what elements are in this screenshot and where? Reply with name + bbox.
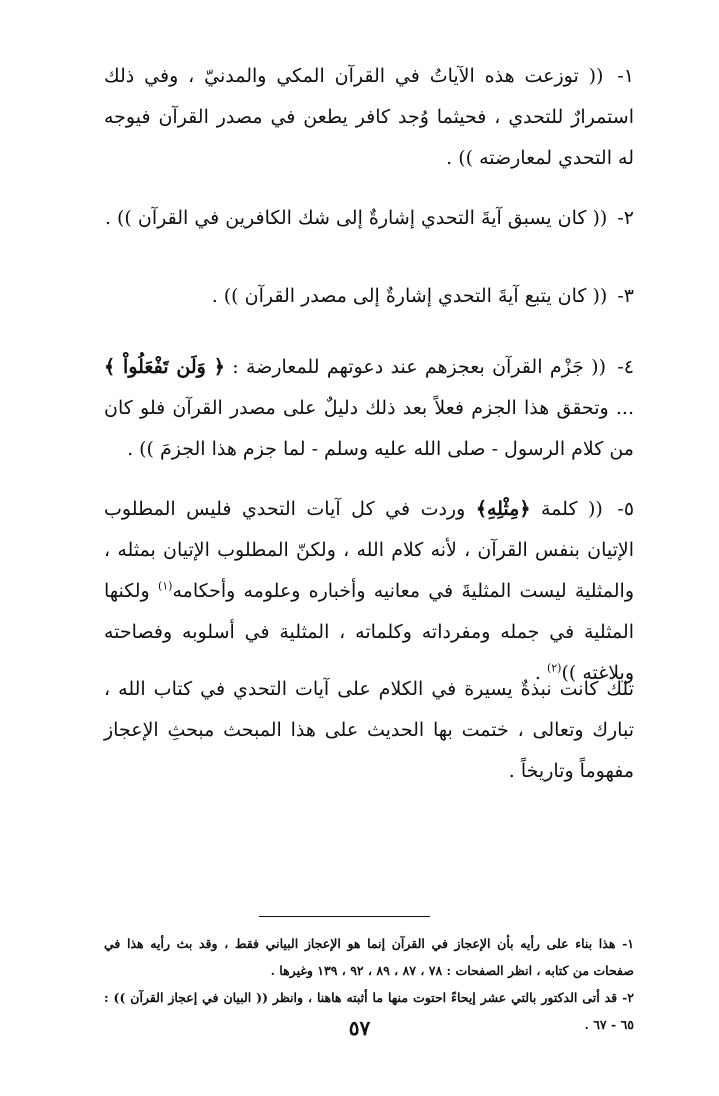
paragraph-number: ٤- xyxy=(617,356,634,378)
footnote-ref-2[interactable]: (٢) xyxy=(546,661,562,675)
footnote-ref-1[interactable]: (١) xyxy=(157,579,173,593)
paragraph-text-before: (( جَزْم القرآن بعجزهم عند دعوتهم للمعارضة : xyxy=(232,356,606,378)
footnote-text: هذا بناء على رأيه بأن الإعجاز في القرآن إنما هو الإعجاز البياني فقط ، وقد بث رأيه هذا في صفحات من كتابه ، انظر الصفحات : ٧٨ ، ٨٧ ، ٨٩ ، ٩٢ ، ١٣٩ وغيرها . xyxy=(104,936,634,978)
footnote-text: قد أتى الدكتور بالتي عشر إيحاءً احتوت منها ما أثبته هاهنا ، وانظر (( البيان في إعجاز القرآن )) : ٦٥ - ٦٧ . xyxy=(104,990,634,1032)
footnote-number: ٢- xyxy=(622,990,634,1005)
page-number: ٥٧ xyxy=(348,1016,371,1040)
paragraph-5 xyxy=(104,489,634,694)
paragraph-4 xyxy=(104,347,634,470)
paragraph-number: ٥- xyxy=(617,498,635,520)
paragraph-text-before: (( كلمة xyxy=(541,498,603,520)
quran-verse: ﴿مِثْلِهِ﴾ xyxy=(475,498,531,520)
paragraph-number: ١- xyxy=(617,65,634,87)
paragraph-ending: . xyxy=(534,662,541,684)
footnote-number: ١- xyxy=(622,936,634,951)
paragraph-text-after: ولكنها المثلية في جمله ومفرداته وكلماته ، المثلية في أسلوبه وفصاحته وبلاغته )) xyxy=(104,580,634,684)
paragraph-2 xyxy=(104,198,634,239)
footnote-1 xyxy=(104,930,634,984)
paragraph-text-after: ... وتحقق هذا الجزم فعلاً بعد ذلك دليلٌ على مصدر القرآن فلو كان من كلام الرسول - صلى الله عليه وسلم - لما جزم هذا الجزمَ )) . xyxy=(104,397,634,460)
paragraph-number: ٣- xyxy=(617,285,634,307)
paragraph-number: ٢- xyxy=(617,207,634,229)
paragraph-text: (( كان يتبع آيةَ التحدي إشارةٌ إلى مصدر القرآن )) . xyxy=(211,285,608,307)
paragraph-1 xyxy=(104,56,634,179)
paragraph-text: تلك كانت نبذةٌ يسيرة في الكلام على آيات التحدي في كتاب الله ، تبارك وتعالى ، ختمت بها الحديث على هذا المبحث مبحثِ الإعجاز مفهوماً وتاريخاً . xyxy=(104,678,634,782)
paragraph-text-middle: وردت في كل آيات التحدي فليس المطلوب الإتيان بنفس القرآن ، لأنه كلام الله ، ولكنّ المطلوب الإتيان بمثله ، والمثلية ليست المثليةَ في معانيه وأخباره وعلومه وأحكامه xyxy=(104,498,634,602)
footnote-separator xyxy=(259,916,430,917)
quran-verse: ﴿ وَلَن تَفْعَلُواْ ﴾ xyxy=(104,356,225,378)
paragraph-3 xyxy=(104,276,634,317)
paragraph-text: (( كان يسبق آيةَ التحدي إشارةٌ إلى شك الكافرين في القرآن )) . xyxy=(104,207,608,229)
paragraph-closing xyxy=(104,669,634,792)
paragraph-text: (( توزعت هذه الآياتُ في القرآن المكي والمدنيّ ، وفي ذلك استمرارٌ للتحدي ، فحيثما وُجد كافر يطعن في مصدر القرآن فيوجه له التحدي لمعارضته )) . xyxy=(104,65,634,169)
